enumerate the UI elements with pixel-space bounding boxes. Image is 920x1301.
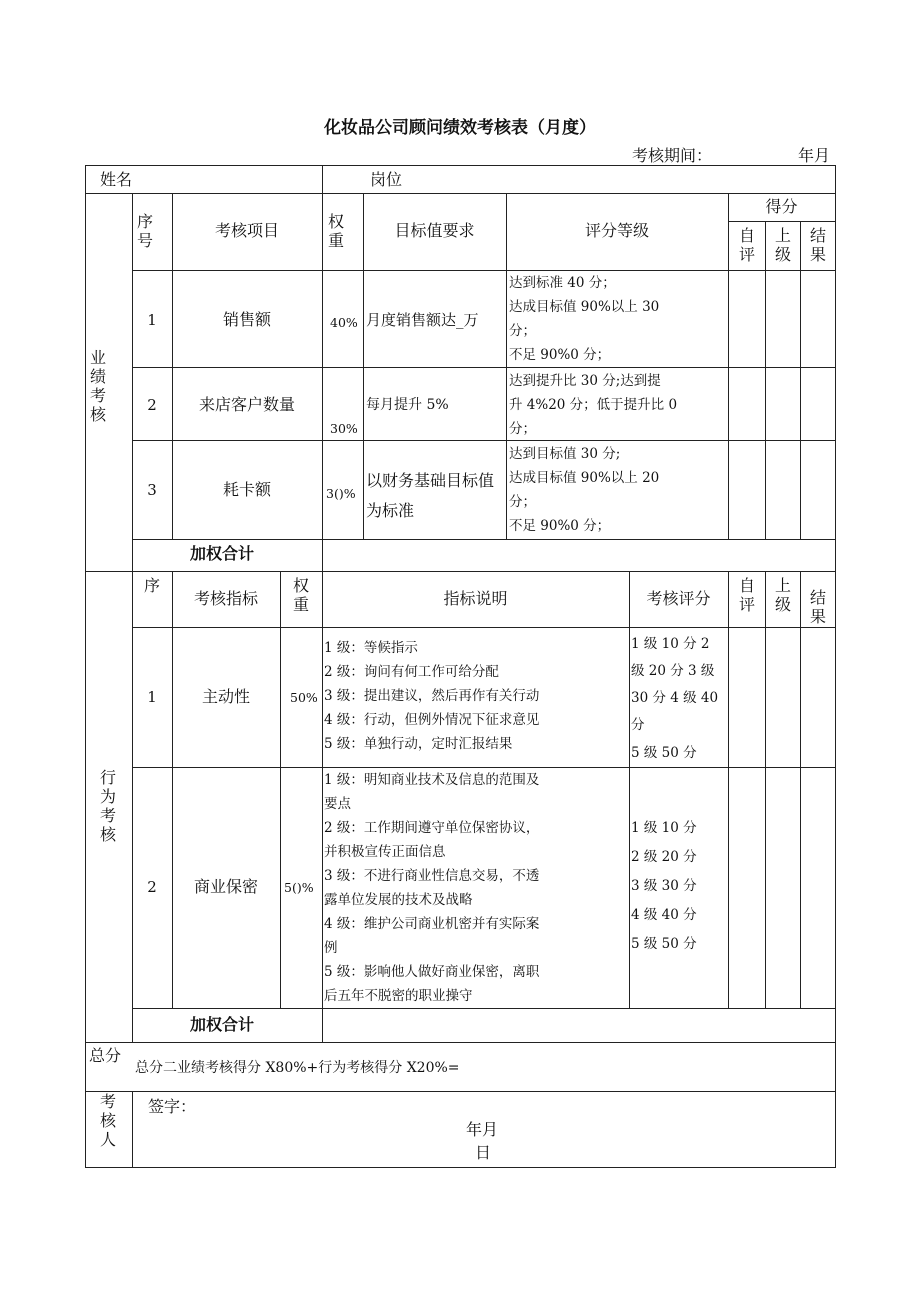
perf-row-1-grade-3: 分； <box>509 323 536 339</box>
perf-row-3-item: 耗卡额 <box>222 480 271 499</box>
beh-col-superior: 上级 <box>774 576 791 614</box>
perf-row-3-weight: 3()% <box>326 486 356 501</box>
perf-row-3-grade-4: 不足 90%0 分； <box>509 518 611 534</box>
perf-row-1-no: 1 <box>147 311 157 329</box>
beh-row-1-desc-1: 1 级：等候指示 <box>324 640 418 656</box>
perf-col-result: 结果 <box>809 226 826 264</box>
perf-row-1-grade-2: 达成目标值 90%以上 30 <box>509 299 660 315</box>
beh-row-2-weight: 5()% <box>284 880 314 895</box>
total-label: 总分 <box>89 1046 122 1065</box>
beh-row-2-desc-3: 2 级：工作期间遵守单位保密协议， <box>324 820 540 836</box>
beh-row-1-rating-3: 30 分 4 级 40 <box>631 690 719 706</box>
beh-row-2-desc-7: 4 级：维护公司商业机密并有实际案 <box>324 916 540 932</box>
beh-row-1-no: 1 <box>147 688 157 706</box>
beh-col-weight: 权重 <box>292 576 309 614</box>
beh-row-2-desc-6: 露单位发展的技术及战略 <box>324 892 473 908</box>
period-label: 考核期间： <box>632 146 713 165</box>
beh-row-1-rating-1: 1 级 10 分 2 <box>631 636 710 652</box>
perf-row-2-weight: 30% <box>330 421 358 436</box>
beh-row-2-desc-4: 并积极宣传正面信息 <box>324 844 446 860</box>
beh-row-1-weight: 50% <box>290 690 318 705</box>
beh-row-1-desc-2: 2 级：询问有何工作可给分配 <box>324 664 499 680</box>
beh-col-self: 自评 <box>738 576 755 614</box>
behavior-side-label: 行为考核 <box>99 768 116 844</box>
beh-row-1-desc-3: 3 级：提出建议，然后再作有关行动 <box>324 688 540 704</box>
perf-row-3-grade-1: 达到目标值 30 分; <box>509 446 621 462</box>
beh-row-2-rating-3: 3 级 30 分 <box>631 878 697 894</box>
perf-col-target: 目标值要求 <box>394 221 475 240</box>
perf-col-grade: 评分等级 <box>584 221 649 240</box>
beh-row-1-rating-4: 分 <box>631 717 645 733</box>
beh-row-2-desc-1: 1 级：明知商业技术及信息的范围及 <box>324 772 540 788</box>
sign-label: 签字： <box>148 1097 197 1116</box>
beh-row-1-rating-5: 5 级 50 分 <box>631 745 697 761</box>
beh-row-2-desc-5: 3 级：不进行商业性信息交易，不透 <box>324 868 540 884</box>
beh-row-2-rating-4: 4 级 40 分 <box>631 907 697 923</box>
beh-row-2-indicator: 商业保密 <box>193 877 258 896</box>
beh-col-indicator: 考核指标 <box>193 589 258 608</box>
perf-col-score: 得分 <box>765 197 798 216</box>
assessor-label: 考核人 <box>99 1092 116 1149</box>
perf-col-no: 序号 <box>136 212 153 250</box>
perf-row-2-item: 来店客户数量 <box>198 395 295 414</box>
beh-row-1-desc-5: 5 级：单独行动，定时汇报结果 <box>324 736 513 752</box>
beh-row-2-desc-10: 后五年不脱密的职业操守 <box>324 988 473 1004</box>
beh-row-2-desc-8: 例 <box>324 940 338 956</box>
beh-row-2-no: 2 <box>147 878 157 896</box>
perf-row-2-no: 2 <box>147 396 157 414</box>
perf-row-1-weight: 40% <box>330 315 358 330</box>
perf-row-1-grade-1: 达到标准 40 分； <box>509 275 616 291</box>
period-value: 年月 <box>798 146 831 165</box>
perf-row-3-no: 3 <box>147 481 157 499</box>
position-label: 岗位 <box>370 170 403 189</box>
perf-col-self: 自评 <box>738 226 755 264</box>
perf-row-3-target: 以财务基础目标值为标准 <box>366 471 495 520</box>
perf-row-3-grade-2: 达成目标值 90%以上 20 <box>509 470 660 486</box>
beh-row-1-rating-2: 级 20 分 3 级 <box>631 663 715 679</box>
beh-row-1-desc-4: 4 级：行动，但例外情况下征求意见 <box>324 712 540 728</box>
perf-row-2-grade-1: 达到提升比 30 分;达到提 <box>509 373 661 389</box>
date-line-2: 日 <box>475 1143 492 1162</box>
perf-row-2-grade-3: 分； <box>509 421 536 437</box>
performance-side-label: 业绩考核 <box>89 348 106 424</box>
perf-col-superior: 上级 <box>774 226 791 264</box>
perf-col-weight: 权重 <box>327 212 344 250</box>
perf-subtotal-label: 加权合计 <box>190 544 255 563</box>
beh-row-2-rating-1: 1 级 10 分 <box>631 820 697 836</box>
beh-row-2-desc <box>324 768 628 1008</box>
beh-col-result: 结果 <box>809 588 826 626</box>
date-line-1: 年月 <box>466 1120 499 1139</box>
perf-row-1-grade-4: 不足 90%0 分； <box>509 347 611 363</box>
total-formula: 总分二业绩考核得分 X80%+行为考核得分 X20%= <box>135 1060 460 1076</box>
beh-col-no: 序 <box>143 576 160 595</box>
perf-row-3-grade-3: 分； <box>509 494 536 510</box>
perf-row-1-item: 销售额 <box>222 310 271 329</box>
beh-row-2-rating-5: 5 级 50 分 <box>631 936 697 952</box>
beh-row-2-desc-2: 要点 <box>324 796 351 812</box>
perf-col-item: 考核项目 <box>214 221 279 240</box>
beh-row-2-desc-9: 5 级：影响他人做好商业保密，离职 <box>324 964 540 980</box>
beh-col-desc: 指标说明 <box>443 589 508 608</box>
name-label: 姓名 <box>100 170 133 189</box>
perf-row-1-target: 月度销售额达_万 <box>366 311 479 329</box>
perf-row-2-target: 每月提升 5% <box>366 397 449 413</box>
beh-col-rating: 考核评分 <box>646 589 711 608</box>
perf-row-2-grade-2: 升 4%20 分；低于提升比 0 <box>509 397 678 413</box>
page-title: 化妆品公司顾问绩效考核表（月度） <box>324 118 596 138</box>
beh-subtotal-label: 加权合计 <box>190 1015 255 1034</box>
beh-row-2-rating-2: 2 级 20 分 <box>631 849 697 865</box>
beh-row-1-indicator: 主动性 <box>201 687 250 706</box>
